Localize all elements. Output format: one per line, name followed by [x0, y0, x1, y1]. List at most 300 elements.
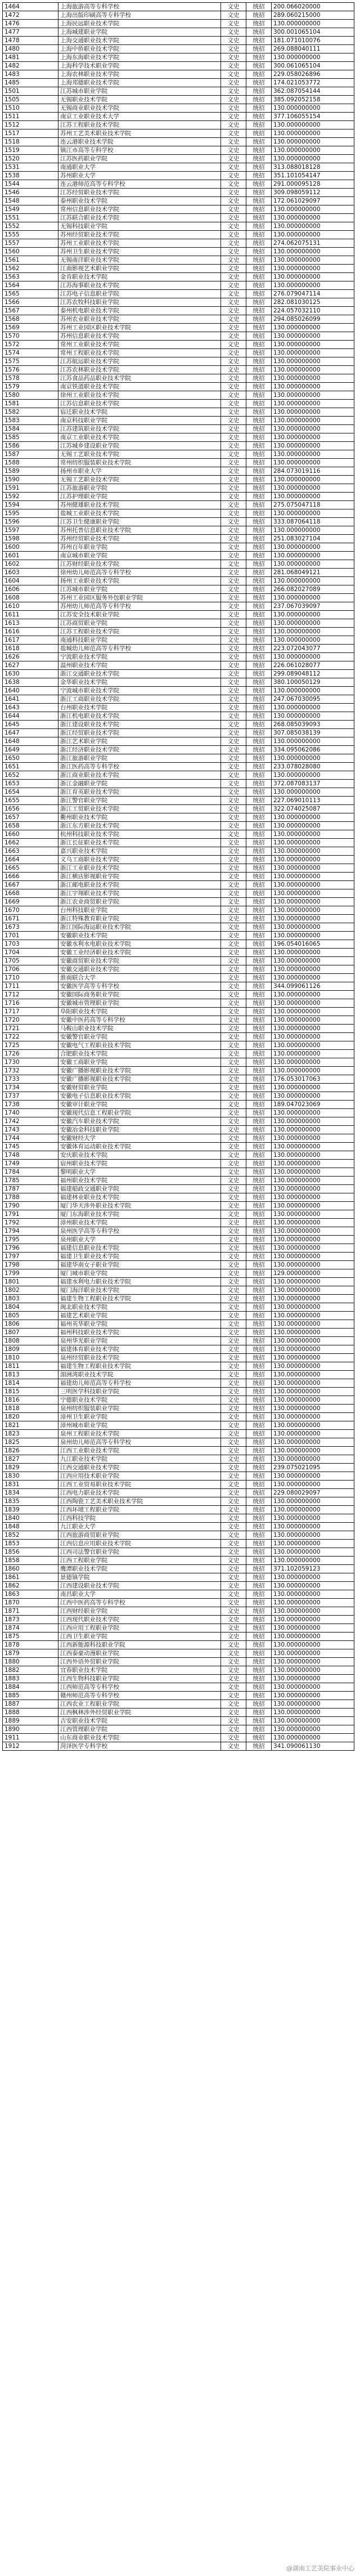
table-row [3, 1261, 354, 1269]
admission-type-cell: 统招 [246, 11, 272, 20]
school-name-cell: 江西工程职业学院 [58, 1557, 221, 1565]
school-code-cell: 1712 [3, 991, 58, 999]
school-code-cell: 1796 [3, 1244, 58, 1253]
table-row [3, 1253, 354, 1261]
table-row [3, 906, 354, 915]
school-code-cell: 1660 [3, 830, 58, 839]
table-row [3, 273, 354, 281]
watermark: @湖南工艺美院事业中心 [286, 2565, 354, 2572]
table-row [3, 754, 354, 763]
score-cell: 130.000000000 [272, 476, 354, 484]
table-row [3, 467, 354, 476]
school-code-cell: 1813 [3, 1371, 58, 1379]
score-cell: 130.000000000 [272, 1345, 354, 1354]
school-code-cell: 1551 [3, 214, 58, 222]
school-code-cell: 1816 [3, 1396, 58, 1405]
admission-type-cell: 统招 [246, 1633, 272, 1641]
school-name-cell: 上海科学技术职业学院 [58, 62, 221, 70]
admission-type-cell: 统招 [246, 138, 272, 146]
category-cell: 文史 [221, 315, 246, 324]
school-name-cell: 温州职业技术学院 [58, 661, 221, 670]
category-cell: 文史 [221, 847, 246, 856]
school-code-cell: 1725 [3, 1041, 58, 1050]
admission-type-cell: 统招 [246, 1041, 272, 1050]
school-name-cell: 湄洲湾职业技术学院 [58, 1371, 221, 1379]
school-name-cell: 马鞍山职业技术学院 [58, 1025, 221, 1033]
category-cell: 文史 [221, 189, 246, 197]
school-code-cell: 1581 [3, 400, 58, 408]
school-code-cell: 1722 [3, 1033, 58, 1041]
table-row [3, 678, 354, 687]
category-cell: 文史 [221, 822, 246, 830]
score-cell: 284.073019116 [272, 467, 354, 476]
category-cell: 文史 [221, 653, 246, 661]
score-cell: 377.106055154 [272, 113, 354, 121]
table-row [3, 222, 354, 231]
score-cell: 130.000000000 [272, 1320, 354, 1329]
table-row [3, 1481, 354, 1489]
school-name-cell: 上海中侨职业技术学院 [58, 45, 221, 53]
category-cell: 文史 [221, 560, 246, 569]
school-name-cell: 浙江特殊教育职业学院 [58, 915, 221, 923]
school-name-cell: 苏州幼儿师范高等专科学校 [58, 602, 221, 611]
admission-type-cell: 统招 [246, 1202, 272, 1210]
score-cell: 130.000000000 [272, 1675, 354, 1683]
category-cell: 文史 [221, 619, 246, 628]
admission-type-cell: 统招 [246, 467, 272, 476]
school-code-cell: 1595 [3, 509, 58, 518]
school-name-cell: 浙江工贸职业技术学院 [58, 805, 221, 813]
table-row [3, 324, 354, 332]
admission-type-cell: 统招 [246, 1388, 272, 1396]
category-cell: 文史 [221, 1599, 246, 1607]
table-row [3, 265, 354, 273]
score-cell: 130.000000000 [272, 1447, 354, 1455]
category-cell: 文史 [221, 1607, 246, 1616]
table-row [3, 1295, 354, 1303]
school-code-cell: 1580 [3, 391, 58, 400]
school-name-cell: 江西生物科技职业学院 [58, 1675, 221, 1683]
school-code-cell: 1567 [3, 307, 58, 315]
school-code-cell: 1734 [3, 1084, 58, 1092]
admission-type-cell: 统招 [246, 856, 272, 864]
score-cell: 130.000000000 [272, 1244, 354, 1253]
school-code-cell: 1472 [3, 11, 58, 20]
admission-type-cell: 统招 [246, 290, 272, 298]
school-code-cell: 1829 [3, 1464, 58, 1472]
school-code-cell: 1801 [3, 1278, 58, 1286]
school-code-cell: 1569 [3, 324, 58, 332]
category-cell: 文史 [221, 1278, 246, 1286]
category-cell: 文史 [221, 442, 246, 450]
admission-type-cell: 统招 [246, 830, 272, 839]
table-row [3, 357, 354, 366]
admission-type-cell: 统招 [246, 611, 272, 619]
category-cell: 文史 [221, 687, 246, 695]
school-name-cell: 鹰潭职业技术学院 [58, 1565, 221, 1573]
category-cell: 文史 [221, 1658, 246, 1666]
admission-type-cell: 统招 [246, 104, 272, 113]
score-cell: 130.000000000 [272, 1219, 354, 1227]
category-cell: 文史 [221, 1261, 246, 1269]
school-code-cell: 1574 [3, 349, 58, 357]
admission-type-cell: 统招 [246, 645, 272, 653]
table-row [3, 999, 354, 1008]
category-cell: 文史 [221, 1725, 246, 1734]
school-name-cell: 江苏工程职业技术学院 [58, 628, 221, 636]
score-cell: 130.000000000 [272, 788, 354, 797]
school-name-cell: 江西管理职业学院 [58, 1725, 221, 1734]
school-code-cell: 1856 [3, 1548, 58, 1557]
school-name-cell: 江西现代职业技术学院 [58, 1616, 221, 1624]
school-name-cell: 宜春职业技术学院 [58, 1666, 221, 1675]
score-cell: 130.000000000 [272, 1548, 354, 1557]
admission-type-cell: 统招 [246, 754, 272, 763]
category-cell: 文史 [221, 611, 246, 619]
score-cell: 130.000000000 [272, 712, 354, 721]
score-cell: 130.000000000 [272, 889, 354, 898]
table-row [3, 1666, 354, 1675]
school-code-cell: 1613 [3, 619, 58, 628]
category-cell: 文史 [221, 1025, 246, 1033]
category-cell: 文史 [221, 467, 246, 476]
category-cell: 文史 [221, 982, 246, 991]
school-code-cell: 1584 [3, 425, 58, 433]
admission-type-cell: 统招 [246, 1624, 272, 1633]
school-code-cell: 1879 [3, 1649, 58, 1658]
category-cell: 文史 [221, 1692, 246, 1700]
school-name-cell: 江西外语外贸职业学院 [58, 1658, 221, 1666]
admission-type-cell: 统招 [246, 1540, 272, 1548]
table-row [3, 1413, 354, 1421]
admission-type-cell: 统招 [246, 932, 272, 940]
school-name-cell: 江西新能源科技职业学院 [58, 1641, 221, 1649]
table-row [3, 1219, 354, 1227]
school-name-cell: 连云港职业技术学院 [58, 138, 221, 146]
school-name-cell: 福州职业技术学院 [58, 1177, 221, 1185]
school-name-cell: 泉州工程职业技术学院 [58, 1430, 221, 1438]
school-name-cell: 江苏卫生健康职业学院 [58, 518, 221, 526]
score-cell: 130.000000000 [272, 1041, 354, 1050]
category-cell: 文史 [221, 1126, 246, 1134]
school-name-cell: 常州纺织服装职业技术学院 [58, 459, 221, 467]
school-name-cell: 漳州卫生职业学院 [58, 1413, 221, 1421]
admission-type-cell: 统招 [246, 839, 272, 847]
score-cell: 130.000000000 [272, 1025, 354, 1033]
category-cell: 文史 [221, 1438, 246, 1447]
category-cell: 文史 [221, 518, 246, 526]
score-cell: 294.085026099 [272, 315, 354, 324]
category-cell: 文史 [221, 1523, 246, 1531]
category-cell: 文史 [221, 1683, 246, 1692]
school-name-cell: 苏州托普信息职业技术学院 [58, 526, 221, 535]
category-cell: 文史 [221, 104, 246, 113]
admission-type-cell: 统招 [246, 70, 272, 79]
admission-type-cell: 统招 [246, 1717, 272, 1725]
table-row [3, 383, 354, 391]
category-cell: 文史 [221, 281, 246, 290]
school-name-cell: 苏州工艺美术职业技术学院 [58, 129, 221, 138]
category-cell: 文史 [221, 1548, 246, 1557]
admission-type-cell: 统招 [246, 923, 272, 932]
school-code-cell: 1511 [3, 113, 58, 121]
table-row [3, 805, 354, 813]
admission-type-cell: 统招 [246, 1725, 272, 1734]
table-row [3, 1607, 354, 1616]
admission-type-cell: 统招 [246, 298, 272, 307]
category-cell: 文史 [221, 53, 246, 62]
score-cell: 130.000000000 [272, 1472, 354, 1481]
table-row [3, 1692, 354, 1700]
admission-type-cell: 统招 [246, 1033, 272, 1041]
score-cell: 130.000000000 [272, 1506, 354, 1514]
table-row [3, 442, 354, 450]
score-cell: 176.053017063 [272, 1075, 354, 1084]
table-row [3, 138, 354, 146]
table-row [3, 315, 354, 324]
table-row [3, 1371, 354, 1379]
category-cell: 文史 [221, 298, 246, 307]
admission-type-cell: 统招 [246, 594, 272, 602]
school-name-cell: 吉安职业技术学院 [58, 1717, 221, 1725]
category-cell: 文史 [221, 163, 246, 172]
school-name-cell: 上海城建职业学院 [58, 28, 221, 37]
school-code-cell: 1641 [3, 695, 58, 704]
school-code-cell: 1744 [3, 1134, 58, 1143]
table-row [3, 1649, 354, 1658]
category-cell: 文史 [221, 1253, 246, 1261]
category-cell: 文史 [221, 1531, 246, 1540]
admission-type-cell: 统招 [246, 1607, 272, 1616]
category-cell: 文史 [221, 889, 246, 898]
table-row [3, 197, 354, 205]
admission-type-cell: 统招 [246, 1675, 272, 1683]
admission-type-cell: 统招 [246, 1742, 272, 1751]
category-cell: 文史 [221, 788, 246, 797]
admission-type-cell: 统招 [246, 155, 272, 163]
school-code-cell: 1743 [3, 1126, 58, 1134]
table-row [3, 619, 354, 628]
score-cell: 130.000000000 [272, 704, 354, 712]
score-cell: 130.000000000 [272, 256, 354, 265]
score-cell: 300.001065104 [272, 28, 354, 37]
school-code-cell: 1811 [3, 1362, 58, 1371]
score-cell: 130.000000000 [272, 1455, 354, 1464]
table-row [3, 1092, 354, 1101]
school-name-cell: 常州工程职业技术学院 [58, 349, 221, 357]
school-name-cell: 福建生物工程职业技术学院 [58, 1362, 221, 1371]
admission-type-cell: 统招 [246, 1193, 272, 1202]
table-row [3, 1058, 354, 1067]
table-row [3, 957, 354, 965]
table-row [3, 830, 354, 839]
score-cell: 130.000000000 [272, 20, 354, 28]
school-code-cell: 1546 [3, 189, 58, 197]
school-code-cell: 1648 [3, 737, 58, 746]
score-cell: 130.000000000 [272, 493, 354, 501]
category-cell: 文史 [221, 1573, 246, 1582]
table-row [3, 873, 354, 881]
school-name-cell: 徐州工业职业技术学院 [58, 391, 221, 400]
score-cell: 130.000000000 [272, 1633, 354, 1641]
category-cell: 文史 [221, 70, 246, 79]
category-cell: 文史 [221, 813, 246, 822]
school-code-cell: 1831 [3, 1481, 58, 1489]
admission-type-cell: 统招 [246, 256, 272, 265]
category-cell: 文史 [221, 1236, 246, 1244]
school-code-cell: 1802 [3, 1286, 58, 1295]
admission-type-cell: 统招 [246, 1447, 272, 1455]
score-cell: 268.085039093 [272, 721, 354, 729]
category-cell: 文史 [221, 1244, 246, 1253]
school-name-cell: 江苏旅游职业学院 [58, 484, 221, 493]
school-name-cell: 苏州卫生职业技术学院 [58, 248, 221, 256]
school-code-cell: 1871 [3, 1607, 58, 1616]
school-code-cell: 1597 [3, 526, 58, 535]
category-cell: 文史 [221, 501, 246, 509]
admission-type-cell: 统招 [246, 965, 272, 974]
table-row [3, 1236, 354, 1244]
category-cell: 文史 [221, 11, 246, 20]
school-code-cell: 1512 [3, 121, 58, 129]
category-cell: 文史 [221, 585, 246, 594]
table-row [3, 1193, 354, 1202]
school-name-cell: 江西电力职业技术学院 [58, 1489, 221, 1497]
category-cell: 文史 [221, 391, 246, 400]
score-cell: 130.000000000 [272, 1388, 354, 1396]
admission-type-cell: 统招 [246, 1253, 272, 1261]
school-name-cell: 苏州健雄职业技术学院 [58, 501, 221, 509]
school-code-cell: 1606 [3, 585, 58, 594]
school-name-cell: 漳州职业技术学院 [58, 1219, 221, 1227]
admission-type-cell: 统招 [246, 1573, 272, 1582]
score-cell: 372.087083137 [272, 780, 354, 788]
school-name-cell: 泉州幼儿师范高等专科学校 [58, 1438, 221, 1447]
table-row [3, 1101, 354, 1109]
admission-type-cell: 统招 [246, 265, 272, 273]
table-row [3, 450, 354, 459]
school-name-cell: 台州科技职业学院 [58, 906, 221, 915]
score-cell: 130.000000000 [272, 991, 354, 999]
table-row [3, 881, 354, 889]
school-code-cell: 1810 [3, 1354, 58, 1362]
score-cell: 130.000000000 [272, 1092, 354, 1101]
admission-type-cell: 统招 [246, 797, 272, 805]
admission-type-cell: 统招 [246, 1379, 272, 1388]
school-code-cell: 1520 [3, 155, 58, 163]
school-code-cell: 1880 [3, 1658, 58, 1666]
table-row [3, 543, 354, 552]
school-code-cell: 1797 [3, 1253, 58, 1261]
admission-type-cell: 统招 [246, 1185, 272, 1193]
admission-type-cell: 统招 [246, 366, 272, 374]
admission-type-cell: 统招 [246, 197, 272, 205]
score-cell: 130.000000000 [272, 965, 354, 974]
table-row [3, 1168, 354, 1177]
category-cell: 文史 [221, 1320, 246, 1329]
score-cell: 130.000000000 [272, 1236, 354, 1244]
score-cell: 130.000000000 [272, 687, 354, 695]
school-name-cell: 江苏安全技术职业学院 [58, 611, 221, 619]
school-code-cell: 1717 [3, 1008, 58, 1016]
table-row [3, 712, 354, 721]
school-name-cell: 浙江工业职业技术学院 [58, 864, 221, 873]
score-cell: 130.000000000 [272, 1143, 354, 1151]
score-cell: 130.000000000 [272, 1438, 354, 1447]
table-row [3, 1177, 354, 1185]
category-cell: 文史 [221, 1565, 246, 1573]
table-row [3, 484, 354, 493]
school-name-cell: 安徽工业经济职业技术学院 [58, 949, 221, 957]
school-code-cell: 1839 [3, 1506, 58, 1514]
table-row [3, 1033, 354, 1041]
score-cell: 130.000000000 [272, 1117, 354, 1126]
category-cell: 文史 [221, 526, 246, 535]
admission-type-cell: 统招 [246, 1050, 272, 1058]
admission-type-cell: 统招 [246, 670, 272, 678]
score-cell: 223.072043077 [272, 645, 354, 653]
admission-type-cell: 统招 [246, 1067, 272, 1075]
category-cell: 文史 [221, 129, 246, 138]
score-cell: 130.000000000 [272, 248, 354, 256]
school-name-cell: 浙江东方职业技术学院 [58, 822, 221, 830]
admission-type-cell: 统招 [246, 1590, 272, 1599]
table-row [3, 146, 354, 155]
category-cell: 文史 [221, 1742, 246, 1751]
score-cell: 130.000000000 [272, 771, 354, 780]
school-code-cell: 1617 [3, 636, 58, 645]
school-name-cell: 江苏经贸职业技术学院 [58, 189, 221, 197]
admission-type-cell: 统招 [246, 189, 272, 197]
school-code-cell: 1806 [3, 1320, 58, 1329]
school-name-cell: 安徽工商职业学院 [58, 1058, 221, 1067]
score-cell: 130.000000000 [272, 1590, 354, 1599]
school-code-cell: 1510 [3, 104, 58, 113]
table-row [3, 704, 354, 712]
category-cell: 文史 [221, 594, 246, 602]
school-code-cell: 1705 [3, 957, 58, 965]
score-cell: 130.000000000 [272, 957, 354, 965]
table-row [3, 569, 354, 577]
admission-type-cell: 统招 [246, 1616, 272, 1624]
table-row [3, 695, 354, 704]
school-code-cell: 1823 [3, 1430, 58, 1438]
admission-type-cell: 统招 [246, 873, 272, 881]
school-name-cell: 盐城幼儿师范高等专科学校 [58, 645, 221, 653]
admission-type-cell: 统招 [246, 695, 272, 704]
school-name-cell: 苏州工业职业技术学院 [58, 239, 221, 248]
school-code-cell: 1518 [3, 138, 58, 146]
score-cell: 130.000000000 [272, 129, 354, 138]
school-code-cell: 1657 [3, 813, 58, 822]
table-row [3, 585, 354, 594]
school-name-cell: 浙江艺术职业学院 [58, 737, 221, 746]
score-cell: 130.000000000 [272, 1717, 354, 1725]
category-cell: 文史 [221, 873, 246, 881]
school-code-cell: 1548 [3, 197, 58, 205]
school-name-cell: 宁波城市职业技术学院 [58, 687, 221, 695]
school-code-cell: 1630 [3, 670, 58, 678]
category-cell: 文史 [221, 830, 246, 839]
score-cell: 130.000000000 [272, 104, 354, 113]
table-row [3, 1244, 354, 1253]
score-cell: 130.000000000 [272, 1210, 354, 1219]
score-cell: 130.000000000 [272, 374, 354, 383]
school-name-cell: 安徽财经大学 [58, 1134, 221, 1143]
school-name-cell: 苏州经贸职业技术学院 [58, 231, 221, 239]
table-row [3, 1041, 354, 1050]
table-row [3, 729, 354, 737]
